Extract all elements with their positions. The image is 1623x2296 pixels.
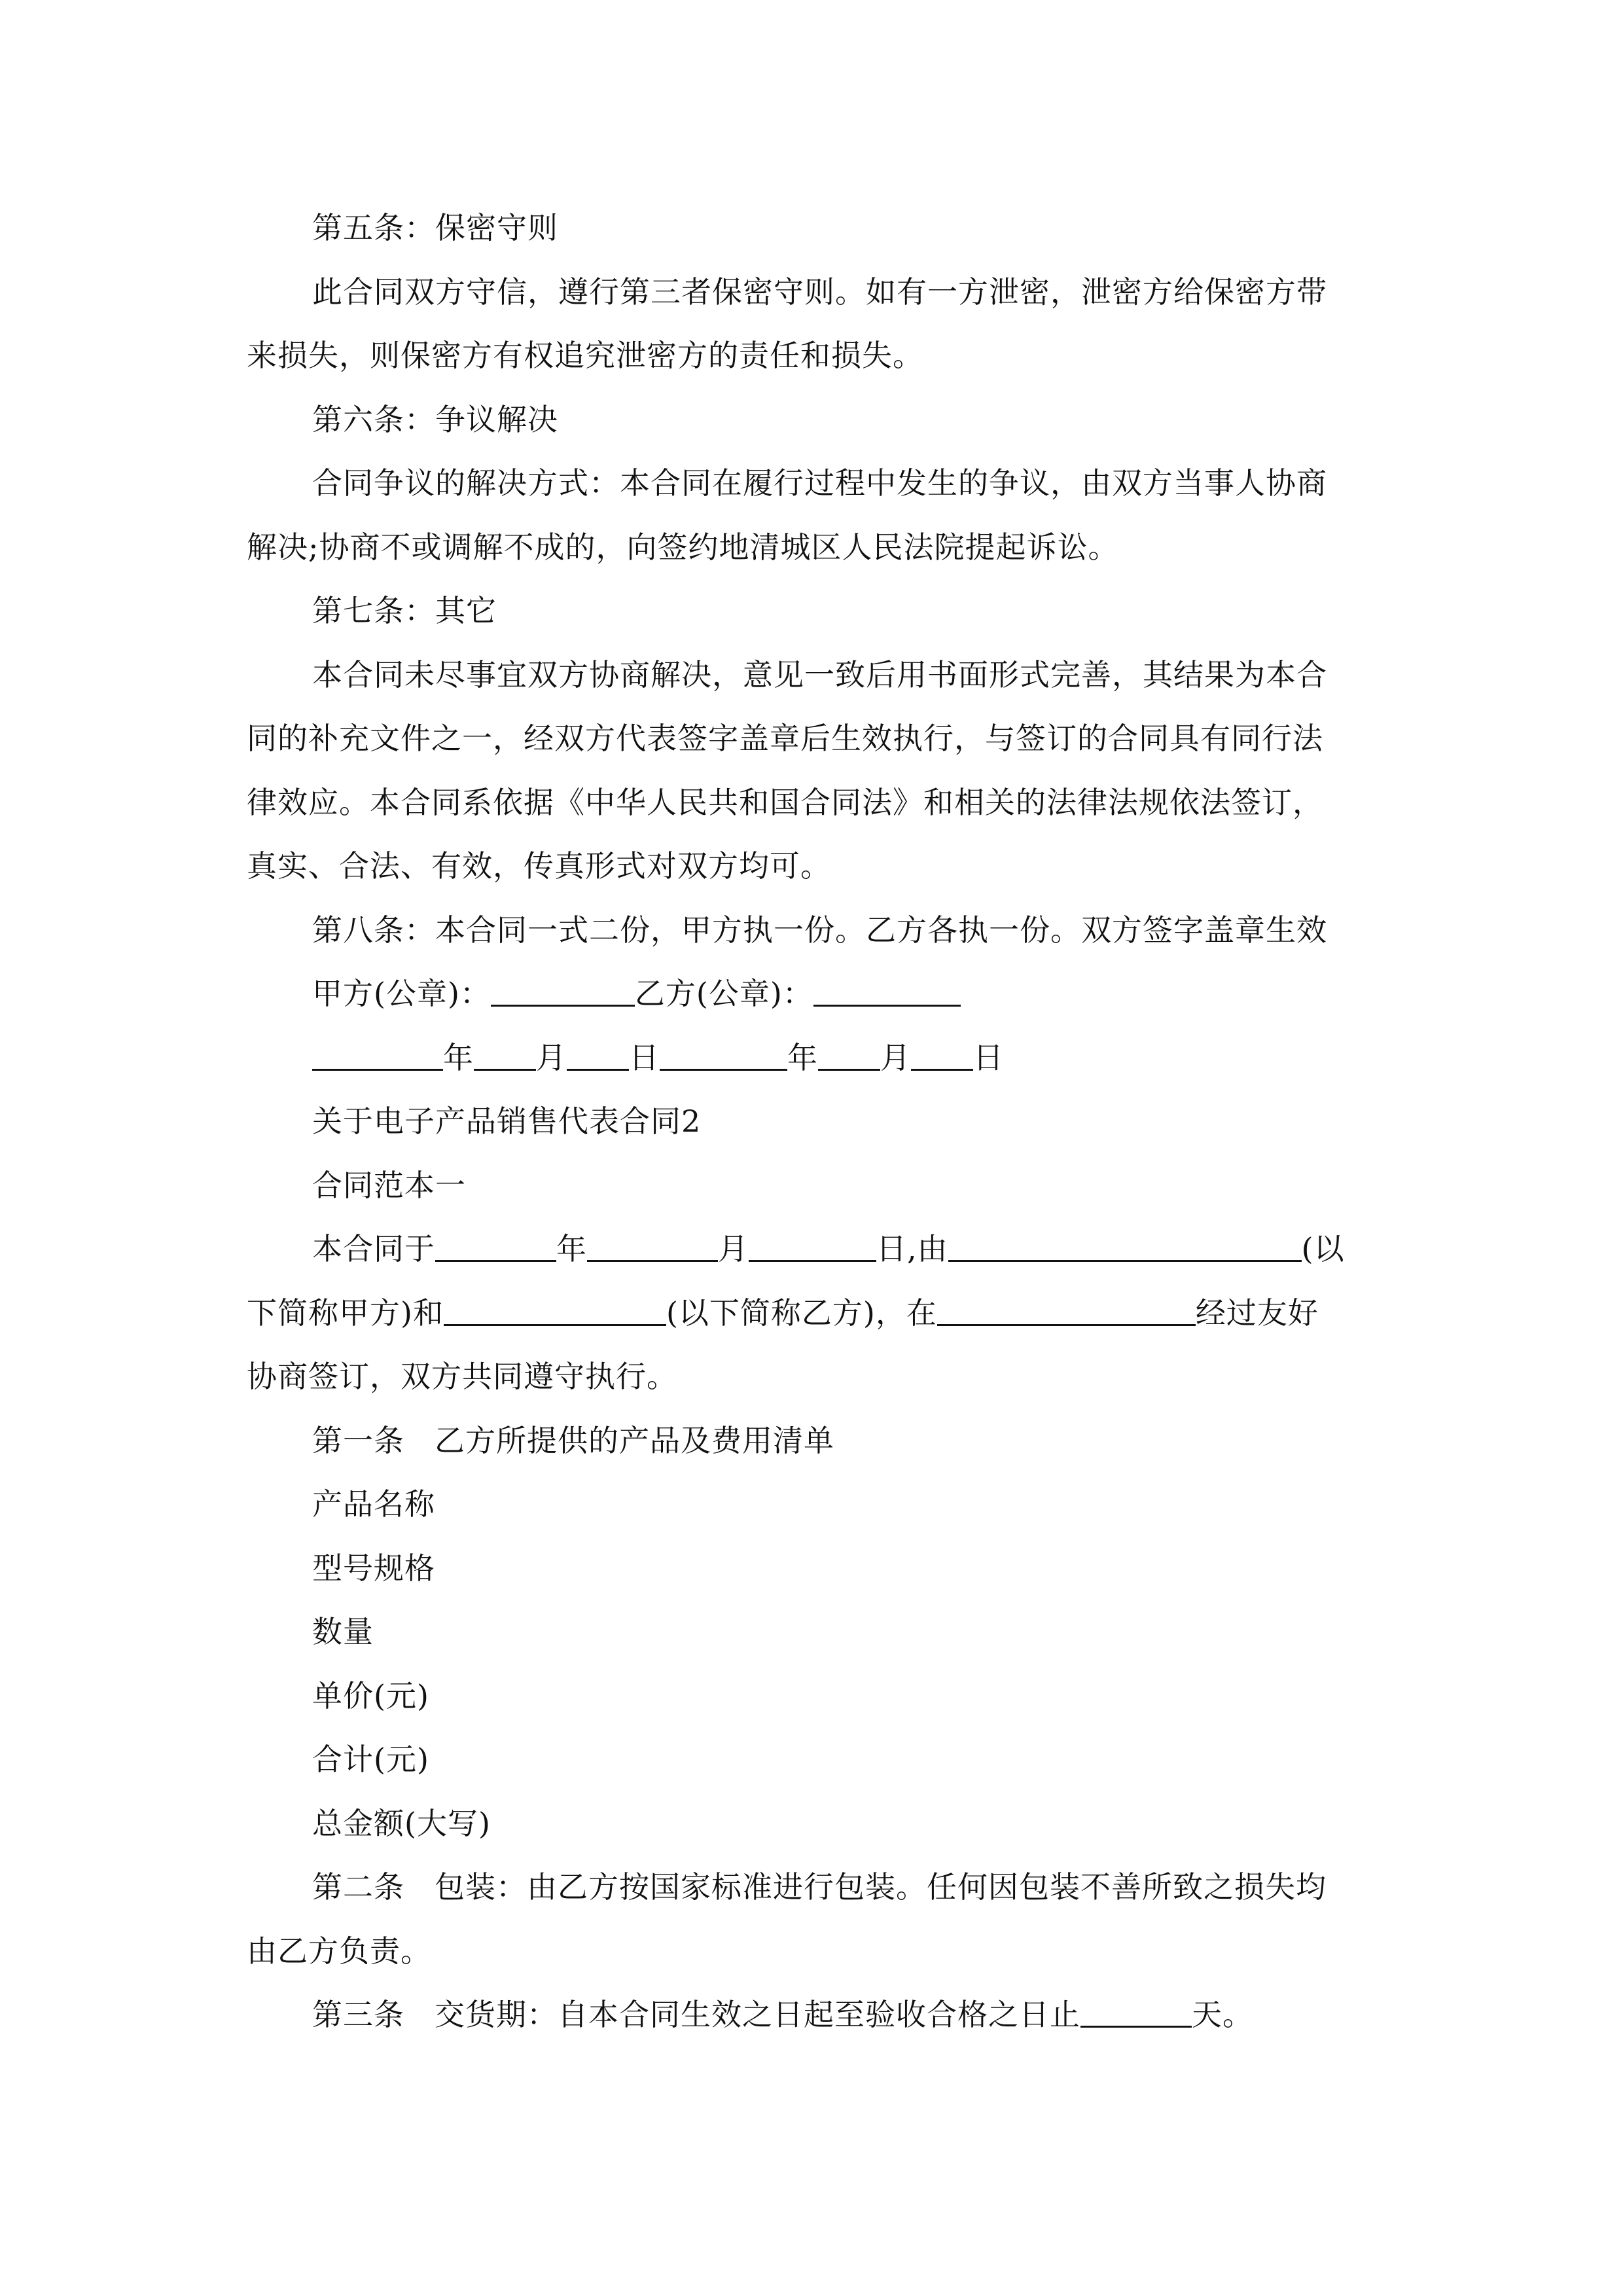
intro-party-b: (以下简称乙方)，在 — [666, 1295, 937, 1331]
date-b-month-blank[interactable] — [818, 1035, 880, 1071]
list-item: 产品名称 — [312, 1486, 435, 1522]
article-1-text: 乙方所提供的产品及费用清单 — [435, 1422, 834, 1458]
paragraph-line: 解决;协商不或调解不成的，向签约地清城区人民法院提起诉讼。 — [247, 529, 1119, 565]
day-label: 日 — [629, 1039, 660, 1075]
date-a-month-blank[interactable] — [474, 1035, 536, 1071]
month-label: 月 — [718, 1231, 749, 1266]
day-label: 日 — [973, 1039, 1004, 1075]
article-8-text: 第八条：本合同一式二份，甲方执一份。乙方各执一份。双方签字盖章生效 — [312, 912, 1327, 948]
party-a-name-blank[interactable] — [948, 1226, 1302, 1262]
paragraph-line: 律效应。本合同系依据《中华人民共和国合同法》和相关的法律法规依法签订， — [247, 784, 1323, 820]
contract-year-blank[interactable] — [435, 1226, 556, 1262]
party-a-seal-label: 甲方(公章)： — [312, 976, 491, 1011]
article-2-label: 第二条 — [312, 1869, 404, 1905]
date-b-day-blank[interactable] — [911, 1035, 973, 1071]
list-item: 单价(元) — [312, 1677, 429, 1713]
document-page — [247, 196, 1379, 2047]
signing-place-blank[interactable] — [937, 1290, 1196, 1326]
intro-open: (以 — [1301, 1231, 1345, 1266]
article-3-text: 交货期：自本合同生效之日起至验收合格之日止 — [435, 1997, 1080, 2032]
intro-friendly: 经过友好 — [1195, 1295, 1319, 1331]
list-item: 型号规格 — [312, 1550, 435, 1586]
party-a-seal-blank[interactable] — [491, 971, 635, 1007]
date-line — [247, 1026, 1379, 1090]
month-label: 月 — [880, 1039, 911, 1075]
day-label: 日 — [876, 1231, 907, 1266]
paragraph-line: 由乙方负责。 — [247, 1933, 431, 1969]
paragraph-line: 来损失，则保密方有权追究泄密方的责任和损失。 — [247, 338, 923, 373]
article-3-suffix: 天。 — [1192, 1997, 1253, 2032]
paragraph-line: 本合同未尽事宜双方协商解决，意见一致后用书面形式完善，其结果为本合 — [312, 656, 1327, 692]
party-b-seal-label: 乙方(公章)： — [634, 976, 813, 1011]
article-1-label: 第一条 — [312, 1422, 404, 1458]
party-b-seal-blank[interactable] — [813, 971, 961, 1007]
list-item: 数量 — [312, 1614, 374, 1649]
date-a-day-blank[interactable] — [567, 1035, 629, 1071]
contract-day-blank[interactable] — [749, 1226, 876, 1262]
list-item: 总金额(大写) — [312, 1805, 491, 1841]
article-1-heading — [247, 1409, 1379, 1473]
article-2-text: 包装：由乙方按国家标准进行包装。任何因包装不善所致之损失均 — [435, 1869, 1327, 1905]
article-7-heading: 第七条：其它 — [312, 593, 497, 628]
section-title: 关于电子产品销售代表合同2 — [312, 1103, 702, 1139]
article-5-heading: 第五条：保密守则 — [312, 210, 558, 245]
article-6-heading: 第六条：争议解决 — [312, 401, 558, 437]
intro-line — [247, 1217, 1379, 1282]
section-subtitle: 合同范本一 — [312, 1167, 466, 1203]
article-2-line — [247, 1856, 1379, 1920]
date-b-year-blank[interactable] — [660, 1035, 787, 1071]
article-3-label: 第三条 — [312, 1997, 404, 2032]
list-item: 合计(元) — [312, 1742, 429, 1777]
paragraph-line: 真实、合法、有效，传真形式对双方均可。 — [247, 848, 831, 884]
intro-by: ,由 — [907, 1231, 948, 1266]
month-label: 月 — [536, 1039, 567, 1075]
intro-line — [247, 1282, 1379, 1346]
intro-prefix: 本合同于 — [312, 1231, 435, 1266]
article-3-line — [247, 1983, 1379, 2047]
year-label: 年 — [787, 1039, 818, 1075]
signature-line — [247, 962, 1379, 1026]
paragraph-line: 同的补充文件之一，经双方代表签字盖章后生效执行，与签订的合同具有同行法 — [247, 721, 1323, 756]
year-label: 年 — [443, 1039, 474, 1075]
delivery-days-blank[interactable] — [1080, 1992, 1192, 2028]
contract-month-blank[interactable] — [587, 1226, 718, 1262]
paragraph-line: 协商签订，双方共同遵守执行。 — [247, 1359, 677, 1394]
date-a-year-blank[interactable] — [312, 1035, 443, 1071]
intro-party-a: 下简称甲方)和 — [247, 1295, 444, 1331]
year-label: 年 — [556, 1231, 587, 1266]
paragraph-line: 此合同双方守信，遵行第三者保密守则。如有一方泄密，泄密方给保密方带 — [312, 274, 1327, 310]
party-b-name-blank[interactable] — [444, 1290, 666, 1326]
paragraph-line: 合同争议的解决方式：本合同在履行过程中发生的争议，由双方当事人协商 — [312, 465, 1327, 501]
